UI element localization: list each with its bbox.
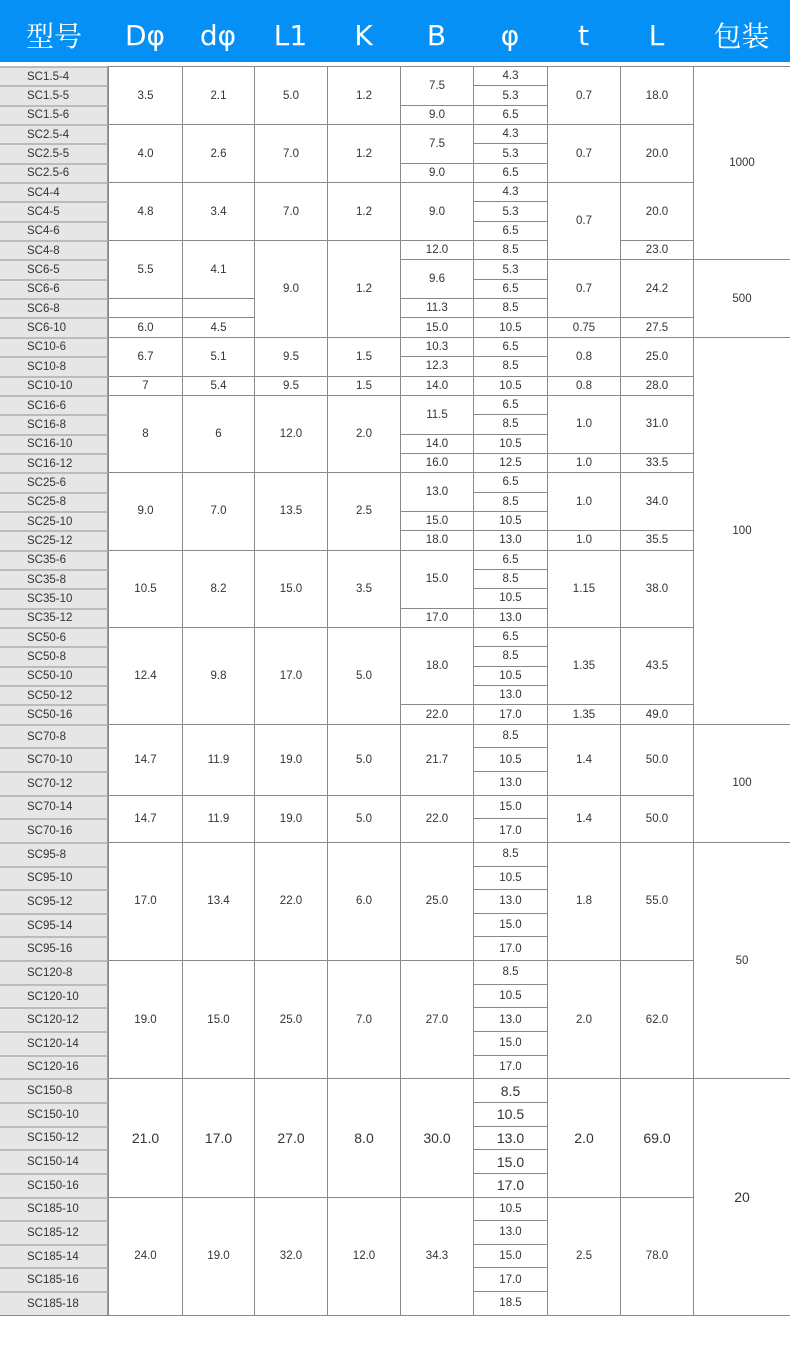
l1-cell: 12.0 <box>254 395 327 472</box>
length-cell: 43.5 <box>620 627 693 704</box>
model-cell: SC16-6 <box>0 395 108 414</box>
phi-cell: 10.5 <box>473 747 547 771</box>
b-cell: 18.0 <box>400 530 473 549</box>
model-cell: SC25-6 <box>0 472 108 491</box>
model-cell: SC50-12 <box>0 685 108 704</box>
phi-cell: 13.0 <box>473 608 547 627</box>
b-cell: 22.0 <box>400 704 473 723</box>
b-cell: 15.0 <box>400 550 473 608</box>
phi-cell: 8.5 <box>473 960 547 984</box>
length-cell: 69.0 <box>620 1078 693 1196</box>
inner-diameter-cell: 8.2 <box>182 550 254 627</box>
model-cell: SC35-6 <box>0 550 108 569</box>
outer-diameter-cell: 5.5 <box>108 240 182 298</box>
phi-cell: 6.5 <box>473 627 547 646</box>
phi-cell: 17.0 <box>473 1055 547 1079</box>
phi-cell: 8.5 <box>473 569 547 588</box>
spec-table <box>0 66 790 1316</box>
model-cell: SC70-14 <box>0 795 108 819</box>
packaging-cell: 50 <box>693 842 790 1078</box>
phi-cell: 17.0 <box>473 818 547 842</box>
b-cell: 17.0 <box>400 608 473 627</box>
b-cell: 16.0 <box>400 453 473 472</box>
length-cell: 18.0 <box>620 66 693 124</box>
model-cell: SC150-16 <box>0 1173 108 1197</box>
phi-cell: 10.5 <box>473 434 547 453</box>
outer-diameter-cell: 7 <box>108 376 182 395</box>
phi-cell: 13.0 <box>473 889 547 913</box>
t-cell: 1.15 <box>547 550 620 627</box>
length-cell: 27.5 <box>620 317 693 336</box>
model-cell: SC6-10 <box>0 317 108 336</box>
phi-cell: 15.0 <box>473 1031 547 1055</box>
phi-cell: 10.5 <box>473 511 547 530</box>
phi-cell: 8.5 <box>473 492 547 511</box>
length-cell: 50.0 <box>620 795 693 842</box>
t-cell: 0.8 <box>547 337 620 376</box>
phi-cell: 15.0 <box>473 795 547 819</box>
model-cell: SC50-10 <box>0 666 108 685</box>
t-cell: 2.5 <box>547 1197 620 1315</box>
l1-cell: 19.0 <box>254 724 327 795</box>
model-cell: SC70-8 <box>0 724 108 748</box>
k-cell: 2.5 <box>327 472 400 549</box>
b-cell: 15.0 <box>400 511 473 530</box>
l1-cell: 15.0 <box>254 550 327 627</box>
k-cell: 5.0 <box>327 724 400 795</box>
model-cell: SC120-16 <box>0 1055 108 1079</box>
k-cell: 2.0 <box>327 395 400 472</box>
phi-cell: 17.0 <box>473 936 547 960</box>
outer-diameter-cell: 8 <box>108 395 182 472</box>
length-cell: 25.0 <box>620 337 693 376</box>
l1-cell: 32.0 <box>254 1197 327 1315</box>
inner-diameter-cell: 17.0 <box>182 1078 254 1196</box>
phi-cell: 8.5 <box>473 842 547 866</box>
b-cell: 12.3 <box>400 356 473 375</box>
phi-cell: 10.5 <box>473 1197 547 1221</box>
b-cell: 7.5 <box>400 124 473 163</box>
t-cell: 1.0 <box>547 395 620 453</box>
header-phi: φ <box>500 18 520 52</box>
b-cell: 30.0 <box>400 1078 473 1196</box>
l1-cell: 13.5 <box>254 472 327 549</box>
phi-cell: 17.0 <box>473 704 547 723</box>
header-b: B <box>426 18 447 52</box>
l1-cell: 7.0 <box>254 182 327 240</box>
b-cell: 11.5 <box>400 395 473 434</box>
t-cell: 0.7 <box>547 66 620 124</box>
phi-cell: 8.5 <box>473 414 547 433</box>
b-cell: 9.0 <box>400 105 473 124</box>
model-cell: SC50-6 <box>0 627 108 646</box>
phi-cell: 13.0 <box>473 530 547 549</box>
model-cell: SC6-5 <box>0 259 108 278</box>
header-packaging: 包装 <box>713 20 770 53</box>
model-cell: SC35-10 <box>0 588 108 607</box>
packaging-cell: 100 <box>693 724 790 842</box>
model-cell: SC70-16 <box>0 818 108 842</box>
model-cell: SC6-8 <box>0 298 108 317</box>
inner-diameter-cell: 4.1 <box>182 240 254 298</box>
phi-cell: 13.0 <box>473 1220 547 1244</box>
length-cell: 31.0 <box>620 395 693 453</box>
phi-cell: 8.5 <box>473 356 547 375</box>
phi-cell: 8.5 <box>473 298 547 317</box>
b-cell: 27.0 <box>400 960 473 1078</box>
length-cell: 28.0 <box>620 376 693 395</box>
inner-diameter-cell: 3.4 <box>182 182 254 240</box>
model-cell: SC2.5-4 <box>0 124 108 143</box>
k-cell: 1.2 <box>327 66 400 124</box>
t-cell: 0.7 <box>547 124 620 182</box>
model-cell: SC4-4 <box>0 182 108 201</box>
phi-cell: 6.5 <box>473 279 547 298</box>
phi-cell: 12.5 <box>473 453 547 472</box>
phi-cell: 15.0 <box>473 1244 547 1268</box>
t-cell: 1.35 <box>547 627 620 704</box>
phi-cell: 10.5 <box>473 588 547 607</box>
t-cell: 0.7 <box>547 259 620 317</box>
b-cell: 11.3 <box>400 298 473 317</box>
length-cell: 20.0 <box>620 182 693 240</box>
outer-diameter-cell: 19.0 <box>108 960 182 1078</box>
packaging-cell: 100 <box>693 337 790 724</box>
model-cell: SC120-10 <box>0 984 108 1008</box>
phi-cell: 10.5 <box>473 1102 547 1126</box>
length-cell: 50.0 <box>620 724 693 795</box>
packaging-cell: 500 <box>693 259 790 336</box>
header-t: t <box>578 18 589 52</box>
phi-cell: 5.3 <box>473 85 547 104</box>
b-cell: 9.6 <box>400 259 473 298</box>
length-cell: 55.0 <box>620 842 693 960</box>
t-cell: 1.4 <box>547 795 620 842</box>
model-cell: SC35-12 <box>0 608 108 627</box>
phi-cell: 8.5 <box>473 1078 547 1102</box>
model-cell: SC1.5-6 <box>0 105 108 124</box>
t-cell: 1.0 <box>547 453 620 472</box>
model-cell: SC150-14 <box>0 1149 108 1173</box>
phi-cell: 17.0 <box>473 1267 547 1291</box>
t-cell: 1.0 <box>547 472 620 530</box>
phi-cell: 15.0 <box>473 1149 547 1173</box>
l1-cell: 22.0 <box>254 842 327 960</box>
phi-cell: 17.0 <box>473 1173 547 1197</box>
model-cell: SC150-12 <box>0 1126 108 1150</box>
outer-diameter-cell: 21.0 <box>108 1078 182 1196</box>
model-cell: SC1.5-4 <box>0 66 108 85</box>
inner-diameter-cell: 2.1 <box>182 66 254 124</box>
model-cell: SC70-12 <box>0 771 108 795</box>
model-cell: SC10-8 <box>0 356 108 375</box>
b-cell: 13.0 <box>400 472 473 511</box>
phi-cell: 10.5 <box>473 376 547 395</box>
model-cell: SC4-8 <box>0 240 108 259</box>
inner-diameter-cell: 6 <box>182 395 254 472</box>
table-header <box>0 0 790 62</box>
packaging-cell: 20 <box>693 1078 790 1314</box>
length-cell: 20.0 <box>620 124 693 182</box>
phi-cell: 8.5 <box>473 240 547 259</box>
model-cell: SC95-14 <box>0 913 108 937</box>
inner-diameter-cell: 11.9 <box>182 795 254 842</box>
b-cell: 34.3 <box>400 1197 473 1315</box>
phi-cell: 4.3 <box>473 182 547 201</box>
outer-diameter-cell: 6.0 <box>108 317 182 336</box>
model-cell: SC185-16 <box>0 1267 108 1291</box>
b-cell: 14.0 <box>400 434 473 453</box>
t-cell: 0.7 <box>547 182 620 259</box>
l1-cell: 9.5 <box>254 376 327 395</box>
model-cell: SC120-12 <box>0 1007 108 1031</box>
phi-cell: 4.3 <box>473 124 547 143</box>
phi-cell: 10.5 <box>473 317 547 336</box>
inner-diameter-cell: 15.0 <box>182 960 254 1078</box>
model-cell: SC185-14 <box>0 1244 108 1268</box>
length-cell: 38.0 <box>620 550 693 627</box>
outer-diameter-cell: 10.5 <box>108 550 182 627</box>
k-cell: 5.0 <box>327 627 400 724</box>
phi-cell: 8.5 <box>473 724 547 748</box>
model-cell: SC35-8 <box>0 569 108 588</box>
model-cell: SC185-12 <box>0 1220 108 1244</box>
phi-cell: 5.3 <box>473 143 547 162</box>
l1-cell: 9.0 <box>254 240 327 337</box>
model-cell: SC4-5 <box>0 201 108 220</box>
header-l1: L1 <box>273 18 308 52</box>
model-cell: SC6-6 <box>0 279 108 298</box>
model-cell: SC95-12 <box>0 889 108 913</box>
phi-cell: 6.5 <box>473 337 547 356</box>
l1-cell: 9.5 <box>254 337 327 376</box>
model-cell: SC16-12 <box>0 453 108 472</box>
outer-diameter-cell: 6.7 <box>108 337 182 376</box>
header-k: K <box>354 18 373 52</box>
b-cell: 7.5 <box>400 66 473 105</box>
phi-cell: 15.0 <box>473 913 547 937</box>
model-cell: SC95-16 <box>0 936 108 960</box>
model-cell: SC185-10 <box>0 1197 108 1221</box>
header-model: 型号 <box>25 20 82 53</box>
packaging-cell: 1000 <box>693 66 790 259</box>
model-cell: SC50-8 <box>0 646 108 665</box>
length-cell: 33.5 <box>620 453 693 472</box>
header-length: L <box>648 18 665 52</box>
b-cell: 18.0 <box>400 627 473 704</box>
model-cell: SC120-14 <box>0 1031 108 1055</box>
model-cell: SC95-10 <box>0 866 108 890</box>
inner-diameter-cell <box>182 298 254 317</box>
b-cell: 10.3 <box>400 337 473 356</box>
l1-cell: 7.0 <box>254 124 327 182</box>
model-cell: SC70-10 <box>0 747 108 771</box>
outer-diameter-cell <box>108 298 182 317</box>
length-cell: 78.0 <box>620 1197 693 1315</box>
k-cell: 7.0 <box>327 960 400 1078</box>
b-cell: 14.0 <box>400 376 473 395</box>
length-cell: 23.0 <box>620 240 693 259</box>
model-cell: SC25-10 <box>0 511 108 530</box>
length-cell: 34.0 <box>620 472 693 530</box>
l1-cell: 25.0 <box>254 960 327 1078</box>
phi-cell: 13.0 <box>473 1007 547 1031</box>
inner-diameter-cell: 5.4 <box>182 376 254 395</box>
k-cell: 12.0 <box>327 1197 400 1315</box>
inner-diameter-cell: 13.4 <box>182 842 254 960</box>
phi-cell: 6.5 <box>473 472 547 491</box>
model-cell: SC2.5-5 <box>0 143 108 162</box>
model-cell: SC10-6 <box>0 337 108 356</box>
l1-cell: 27.0 <box>254 1078 327 1196</box>
t-cell: 1.4 <box>547 724 620 795</box>
b-cell: 9.0 <box>400 182 473 240</box>
k-cell: 1.5 <box>327 376 400 395</box>
t-cell: 1.35 <box>547 704 620 723</box>
phi-cell: 4.3 <box>473 66 547 85</box>
k-cell: 8.0 <box>327 1078 400 1196</box>
k-cell: 3.5 <box>327 550 400 627</box>
inner-diameter-cell: 9.8 <box>182 627 254 724</box>
length-cell: 49.0 <box>620 704 693 723</box>
t-cell: 2.0 <box>547 1078 620 1196</box>
inner-diameter-cell: 11.9 <box>182 724 254 795</box>
k-cell: 1.2 <box>327 124 400 182</box>
phi-cell: 13.0 <box>473 685 547 704</box>
l1-cell: 5.0 <box>254 66 327 124</box>
length-cell: 35.5 <box>620 530 693 549</box>
header-outer-diameter: Dφ <box>124 18 166 52</box>
model-cell: SC1.5-5 <box>0 85 108 104</box>
k-cell: 6.0 <box>327 842 400 960</box>
phi-cell: 5.3 <box>473 201 547 220</box>
phi-cell: 6.5 <box>473 221 547 240</box>
phi-cell: 5.3 <box>473 259 547 278</box>
l1-cell: 17.0 <box>254 627 327 724</box>
model-cell: SC25-12 <box>0 530 108 549</box>
t-cell: 1.0 <box>547 530 620 549</box>
model-cell: SC150-10 <box>0 1102 108 1126</box>
model-cell: SC25-8 <box>0 492 108 511</box>
model-cell: SC2.5-6 <box>0 163 108 182</box>
outer-diameter-cell: 17.0 <box>108 842 182 960</box>
l1-cell: 19.0 <box>254 795 327 842</box>
phi-cell: 10.5 <box>473 666 547 685</box>
model-cell: SC16-10 <box>0 434 108 453</box>
outer-diameter-cell: 3.5 <box>108 66 182 124</box>
k-cell: 1.2 <box>327 182 400 240</box>
model-cell: SC4-6 <box>0 221 108 240</box>
inner-diameter-cell: 4.5 <box>182 317 254 336</box>
phi-cell: 10.5 <box>473 866 547 890</box>
length-cell: 62.0 <box>620 960 693 1078</box>
model-cell: SC150-8 <box>0 1078 108 1102</box>
model-cell: SC185-18 <box>0 1291 108 1315</box>
b-cell: 12.0 <box>400 240 473 259</box>
header-inner-diameter: dφ <box>199 18 237 52</box>
inner-diameter-cell: 2.6 <box>182 124 254 182</box>
inner-diameter-cell: 7.0 <box>182 472 254 549</box>
b-cell: 9.0 <box>400 163 473 182</box>
phi-cell: 6.5 <box>473 163 547 182</box>
phi-cell: 13.0 <box>473 771 547 795</box>
b-cell: 21.7 <box>400 724 473 795</box>
phi-cell: 6.5 <box>473 105 547 124</box>
inner-diameter-cell: 5.1 <box>182 337 254 376</box>
outer-diameter-cell: 4.0 <box>108 124 182 182</box>
outer-diameter-cell: 4.8 <box>108 182 182 240</box>
t-cell: 1.8 <box>547 842 620 960</box>
inner-diameter-cell: 19.0 <box>182 1197 254 1315</box>
model-cell: SC120-8 <box>0 960 108 984</box>
model-cell: SC95-8 <box>0 842 108 866</box>
outer-diameter-cell: 12.4 <box>108 627 182 724</box>
outer-diameter-cell: 14.7 <box>108 724 182 795</box>
phi-cell: 8.5 <box>473 646 547 665</box>
t-cell: 2.0 <box>547 960 620 1078</box>
phi-cell: 6.5 <box>473 550 547 569</box>
k-cell: 5.0 <box>327 795 400 842</box>
model-cell: SC16-8 <box>0 414 108 433</box>
t-cell: 0.75 <box>547 317 620 336</box>
b-cell: 25.0 <box>400 842 473 960</box>
phi-cell: 6.5 <box>473 395 547 414</box>
b-cell: 15.0 <box>400 317 473 336</box>
model-cell: SC10-10 <box>0 376 108 395</box>
outer-diameter-cell: 24.0 <box>108 1197 182 1315</box>
phi-cell: 18.5 <box>473 1291 547 1315</box>
outer-diameter-cell: 14.7 <box>108 795 182 842</box>
model-cell: SC50-16 <box>0 704 108 723</box>
length-cell: 24.2 <box>620 259 693 317</box>
outer-diameter-cell: 9.0 <box>108 472 182 549</box>
phi-cell: 10.5 <box>473 984 547 1008</box>
k-cell: 1.5 <box>327 337 400 376</box>
phi-cell: 13.0 <box>473 1126 547 1150</box>
k-cell: 1.2 <box>327 240 400 337</box>
t-cell: 0.8 <box>547 376 620 395</box>
b-cell: 22.0 <box>400 795 473 842</box>
